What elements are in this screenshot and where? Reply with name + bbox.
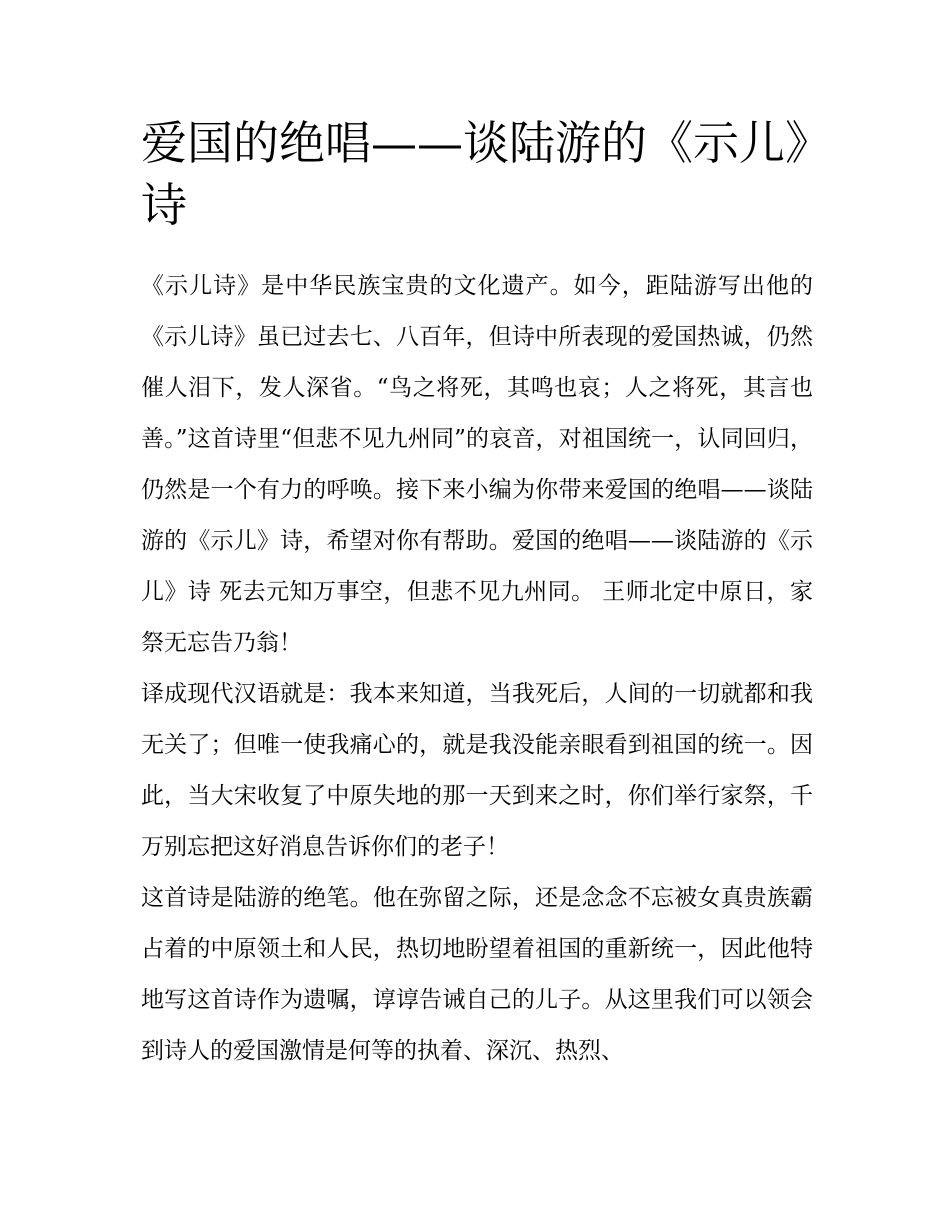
document-body	[141, 112, 813, 1077]
paragraph-analysis: 这首诗是陆游的绝笔。他在弥留之际，还是念念不忘被女真贵族霸占着的中原领土和人民，热切地盼望着祖国的重新统一，因此他特地写这首诗作为遗嘱，谆谆告诫自己的儿子。从这里我们可以领会到诗人的爱国激情是何等的执着、深沉、热烈、	[141, 885, 813, 1064]
paragraph-intro: 《示儿诗》是中华民族宝贵的文化遗产。如今，距陆游写出他的《示儿诗》虽已过去七、八百年，但诗中所表现的爱国热诚，仍然催人泪下，发人深省。“鸟之将死，其鸣也哀；人之将死，其言也善。”这首诗里“但悲不见九州同”的哀音，对祖国统一，认同回归，仍然是一个有力的呼唤。接下来小编为你带来爱国的绝唱——谈陆游的《示儿》诗，希望对你有帮助。爱国的绝唱——谈陆游的《示儿》诗 死去元知万事空，但悲不见九州同。 王师北定中原日，家祭无忘告乃翁！	[141, 273, 813, 656]
paragraph-translation: 译成现代汉语就是：我本来知道，当我死后，人间的一切就都和我无关了；但唯一使我痛心的，就是我没能亲眼看到祖国的统一。因此，当大宋收复了中原失地的那一天到来之时，你们举行家祭，千万别忘把这好消息告诉你们的老子！	[141, 681, 813, 860]
document-title: 爱国的绝唱——谈陆游的《示儿》诗	[141, 116, 808, 232]
paragraph-list	[141, 261, 813, 1077]
